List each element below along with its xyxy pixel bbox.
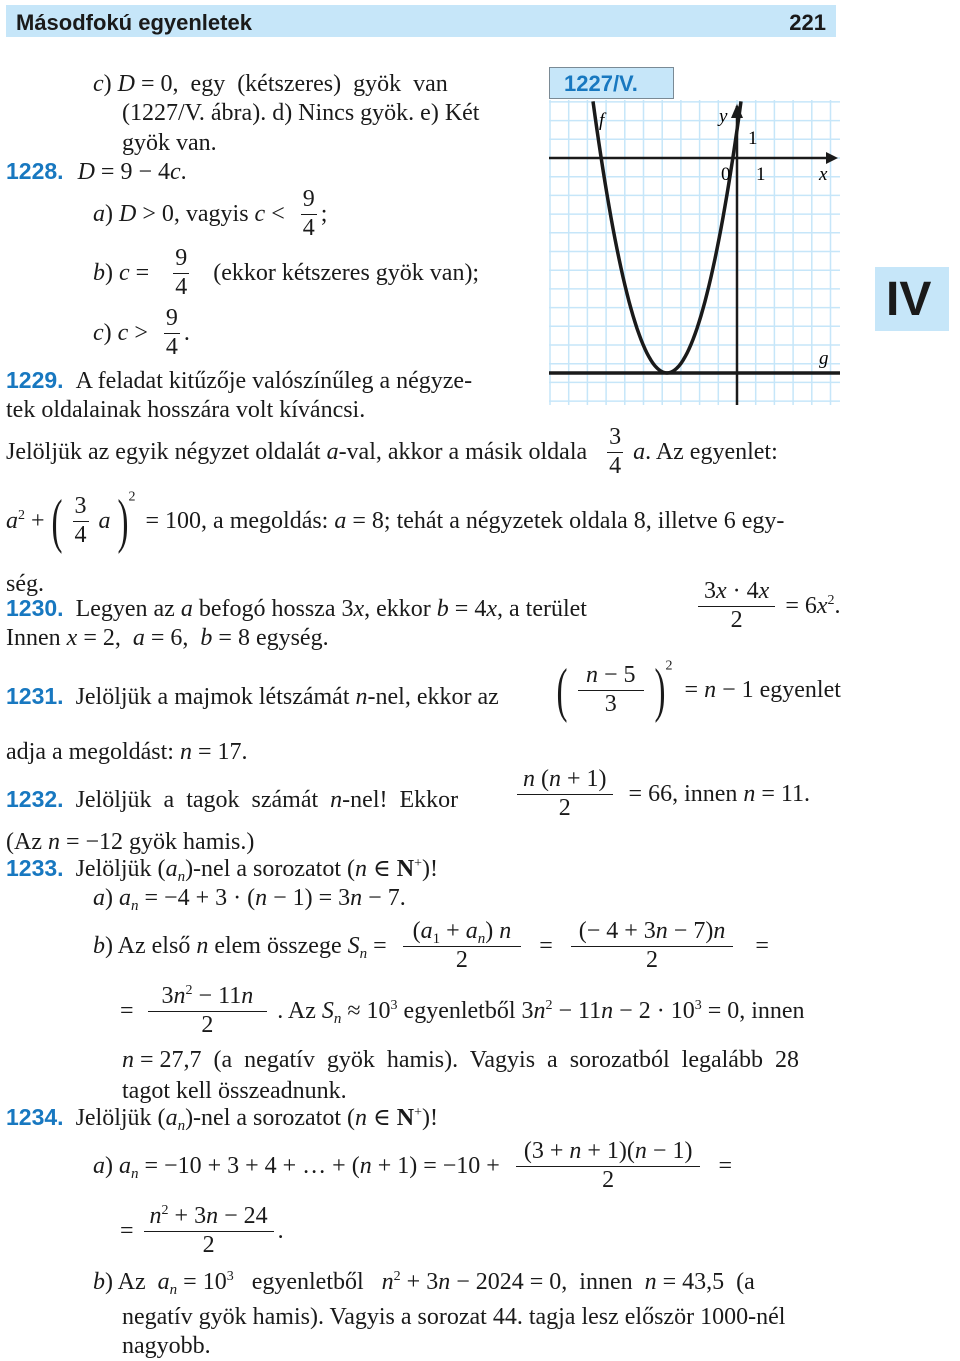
label-f: f bbox=[599, 110, 605, 131]
line-1227-c: c) D = 0, egy (kétszeres) gyök van bbox=[93, 71, 448, 97]
line-1228-c: c) c > $\frac{9}{4}$ . bbox=[93, 305, 190, 360]
fraction-area: $\frac{3x \cdot 4x}{2}$ = $6x^2$. bbox=[694, 578, 841, 634]
exercise-1232: 1232. Jelöljük a tagok számát n-nel! Ekkor bbox=[6, 786, 459, 813]
figure-1227 bbox=[549, 100, 840, 405]
exercise-1231: 1231. Jelöljük a majmok létszámát n-nel, ekkor az bbox=[6, 683, 499, 710]
figure-axes bbox=[549, 104, 840, 405]
line-1230-2: Innen x = 2, a = 6, b = 8 egység. bbox=[6, 625, 329, 651]
line-1234-c: b) Az $a_n = 10^3$ egyenletből $n^2 + 3n - 2024 = 0$, innen n = 43,5 (a bbox=[93, 1269, 755, 1298]
figure-label: 1227/V. bbox=[564, 71, 638, 96]
exercise-1234: 1234. Jelöljük $(a_n)$-nel a sorozatot (n ∈ N+)! bbox=[6, 1104, 438, 1134]
line-1234-d: negatív gyök hamis). Vagyis a sorozat 44. tagja lesz először 1000-nél bbox=[122, 1304, 786, 1330]
line-1227-e: gyök van. bbox=[122, 130, 217, 156]
label-y: y bbox=[719, 106, 728, 127]
line-1233-d: n = 27,7 (a negatív gyök hamis). Vagyis a sorozatból legalább 28 bbox=[122, 1047, 799, 1073]
label-one-y: 1 bbox=[748, 128, 758, 149]
line-1229-end: ség. bbox=[6, 571, 44, 597]
line-1234-b: = $\frac{n^2 + 3n - 24}{2}$ . bbox=[120, 1203, 284, 1258]
line-1227-d: (1227/V. ábra). d) Nincs gyök. e) Két bbox=[122, 100, 480, 126]
line-1229-equation: $a^2$ + ( $\frac{3}{4}$ a )$^2$ = 100, a megoldás: a = 8; tehát a négyzetek oldala 8, illetve 6 egy- bbox=[6, 488, 785, 554]
chapter-number: IV bbox=[886, 273, 932, 326]
line-1228-b: b) c = $\frac{9}{4}$ (ekkor kétszeres gyök van); bbox=[93, 245, 480, 300]
line-1231-2: adja a megoldást: n = 17. bbox=[6, 739, 248, 765]
fraction-numerator: 9 bbox=[301, 186, 317, 215]
line-1233-c: = $\frac{3n^2 - 11n}{2}$ . Az $S_n \approx 10^3$ egyenletből $3n^2 - 11n - 2 \cdot 10^3 = 0$, innen bbox=[120, 983, 805, 1038]
exercise-1229: 1229. A feladat kitűzője valószínűleg a négyze- bbox=[6, 367, 473, 394]
page-header bbox=[6, 5, 836, 37]
label-zero: 0 bbox=[721, 164, 731, 185]
page-title: Másodfokú egyenletek bbox=[16, 10, 252, 35]
exercise-1230: 1230. Legyen az a befogó hossza 3x, ekkor b = 4x, a terület bbox=[6, 595, 587, 622]
line-1234-e: nagyobb. bbox=[122, 1333, 211, 1359]
fraction-monkeys: ( $\frac{n - 5}{3}$ )$^2$ = n − 1 egyenlet bbox=[556, 657, 841, 723]
exercise-1228: 1228. D = 9 − 4c. bbox=[6, 158, 187, 185]
line-1232-2: (Az n = −12 gyök hamis.) bbox=[6, 829, 255, 855]
figure-grid bbox=[549, 100, 840, 405]
exercise-number: 1228. bbox=[6, 158, 64, 184]
line-1229-2: tek oldalainak hosszára volt kíváncsi. bbox=[6, 397, 366, 423]
label-one-x: 1 bbox=[756, 164, 766, 185]
page-number: 221 bbox=[789, 10, 826, 35]
chapter-tab bbox=[875, 267, 949, 331]
line-1228-a: a) D > 0, vagyis c < $\frac{9}{4}$ ; bbox=[93, 186, 328, 241]
label-x: x bbox=[819, 164, 828, 185]
label-g: g bbox=[819, 348, 829, 369]
line-1233-b: b) Az első n elem összege $S_n$ = $\frac{(a_1 + a_n) n}{2}$ = $\frac{(- 4 + 3n - 7)n}{2}$ = bbox=[93, 918, 769, 973]
fraction-denominator: 4 bbox=[302, 214, 315, 241]
line-1233-a: a) $a_n = -4 + 3 \cdot (n - 1) = 3n - 7$. bbox=[93, 885, 406, 914]
line-1229-3: Jelöljük az egyik négyzet oldalát a-val, akkor a másik oldala $\frac{3}{4}$ a. Az egyenlet: bbox=[6, 424, 778, 479]
figure-label-box bbox=[549, 67, 674, 99]
exercise-1233: 1233. Jelöljük $(a_n)$-nel a sorozatot (n ∈ N+)! bbox=[6, 855, 438, 885]
line-1233-e: tagot kell összeadnunk. bbox=[122, 1078, 347, 1104]
x-axis-arrow bbox=[826, 152, 838, 164]
line-1234-a: a) $a_n = -10 + 3 + 4$ + … + (n + 1) = −10 + $\frac{(3 + n + 1)(n - 1)}{2}$ = bbox=[93, 1138, 732, 1193]
fraction-terms: $\frac{n (n + 1)}{2}$ = 66, innen n = 11. bbox=[513, 766, 810, 822]
